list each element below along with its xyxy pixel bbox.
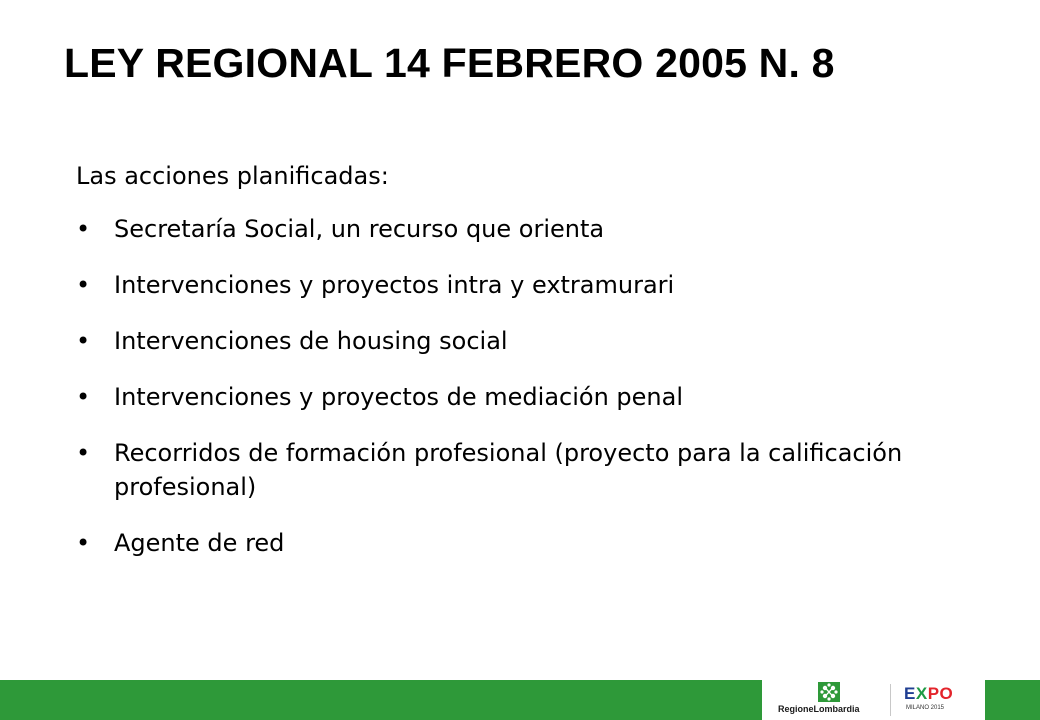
expo-logo	[904, 684, 974, 718]
regione-lombardia-wordmark: RegioneLombardia	[778, 704, 860, 714]
bullet-text: Intervenciones de housing social	[114, 327, 508, 355]
expo-wordmark: EXPO	[904, 684, 954, 703]
logo-divider	[890, 684, 891, 716]
bullet-icon: •	[76, 215, 91, 243]
bullet-icon: •	[76, 439, 91, 467]
bullet-text: Intervenciones y proyectos de mediación penal	[114, 383, 684, 411]
list-item	[76, 436, 976, 504]
bullet-icon: •	[76, 529, 91, 557]
expo-subtitle: MILANO 2015	[906, 705, 945, 711]
regione-lombardia-logo	[778, 682, 874, 718]
bullet-text: Secretaría Social, un recurso que orienta	[114, 215, 605, 243]
bullet-text: Intervenciones y proyectos intra y extramurari	[114, 271, 675, 299]
list-item	[76, 324, 976, 358]
bullet-list	[76, 212, 976, 582]
footer-logos	[762, 680, 985, 720]
bullet-icon: •	[76, 327, 91, 355]
list-item	[76, 526, 976, 560]
list-item	[76, 380, 976, 414]
bullet-icon: •	[76, 383, 91, 411]
list-item	[76, 268, 976, 302]
slide-title: LEY REGIONAL 14 FEBRERO 2005 N. 8	[64, 40, 835, 86]
list-item	[76, 212, 976, 246]
bullet-text: Agente de red	[114, 529, 285, 557]
intro-text: Las acciones planificadas:	[76, 162, 389, 190]
rosa-camuna-icon	[818, 682, 840, 702]
bullet-text: Recorridos de formación profesional (proyecto para la calificación profesional)	[114, 439, 903, 501]
bullet-icon: •	[76, 271, 91, 299]
